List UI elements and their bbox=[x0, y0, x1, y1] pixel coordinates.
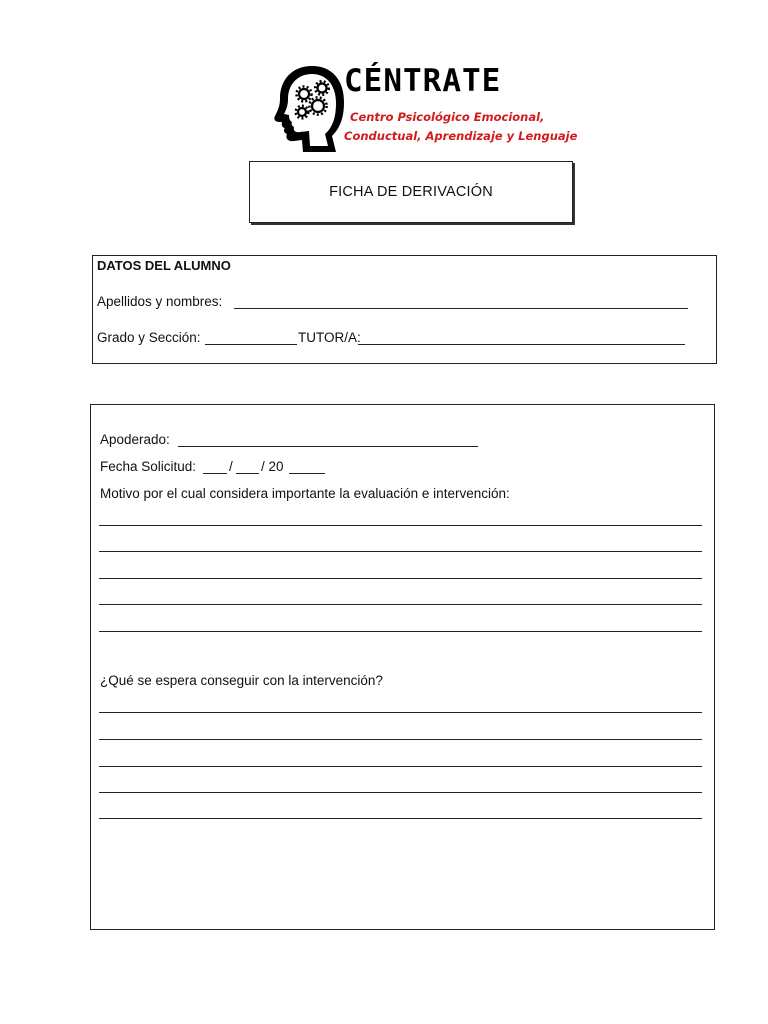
centrate-logo bbox=[272, 62, 578, 156]
reason-line[interactable] bbox=[99, 604, 702, 605]
reason-line[interactable] bbox=[99, 551, 702, 552]
date-separator-2: / 20 bbox=[261, 459, 284, 474]
goal-line[interactable] bbox=[99, 792, 702, 793]
date-label: Fecha Solicitud: bbox=[100, 459, 197, 474]
goal-line[interactable] bbox=[99, 712, 702, 713]
guardian-label: Apoderado: bbox=[100, 432, 170, 447]
request-section bbox=[90, 404, 715, 930]
guardian-field[interactable] bbox=[178, 446, 478, 447]
date-year-field[interactable] bbox=[289, 473, 325, 474]
names-field[interactable] bbox=[234, 308, 688, 309]
logo-subtitle-line2: Conductual, Aprendizaje y Lenguaje bbox=[344, 129, 578, 143]
goal-line[interactable] bbox=[99, 818, 702, 819]
reason-line[interactable] bbox=[99, 578, 702, 579]
grade-label: Grado y Sección: bbox=[97, 330, 201, 345]
logo-title: CÉNTRATE bbox=[344, 63, 502, 99]
tutor-field[interactable] bbox=[358, 344, 685, 345]
date-day-field[interactable] bbox=[203, 473, 227, 474]
date-separator-1: / bbox=[229, 459, 233, 474]
tutor-label: TUTOR/A: bbox=[298, 330, 361, 345]
grade-field[interactable] bbox=[205, 344, 297, 345]
reason-line[interactable] bbox=[99, 525, 702, 526]
logo-subtitle-line1: Centro Psicológico Emocional, bbox=[350, 110, 545, 124]
form-title: FICHA DE DERIVACIÓN bbox=[329, 184, 493, 200]
goal-line[interactable] bbox=[99, 766, 702, 767]
head-gears-icon bbox=[272, 62, 344, 156]
goal-label: ¿Qué se espera conseguir con la intervención? bbox=[100, 673, 383, 688]
date-month-field[interactable] bbox=[236, 473, 259, 474]
student-data-section bbox=[92, 255, 717, 364]
names-label: Apellidos y nombres: bbox=[97, 294, 223, 309]
reason-line[interactable] bbox=[99, 631, 702, 632]
student-section-heading: DATOS DEL ALUMNO bbox=[97, 258, 231, 273]
form-title-box bbox=[249, 161, 573, 223]
goal-line[interactable] bbox=[99, 739, 702, 740]
reason-label: Motivo por el cual considera importante la evaluación e intervención: bbox=[100, 486, 510, 501]
